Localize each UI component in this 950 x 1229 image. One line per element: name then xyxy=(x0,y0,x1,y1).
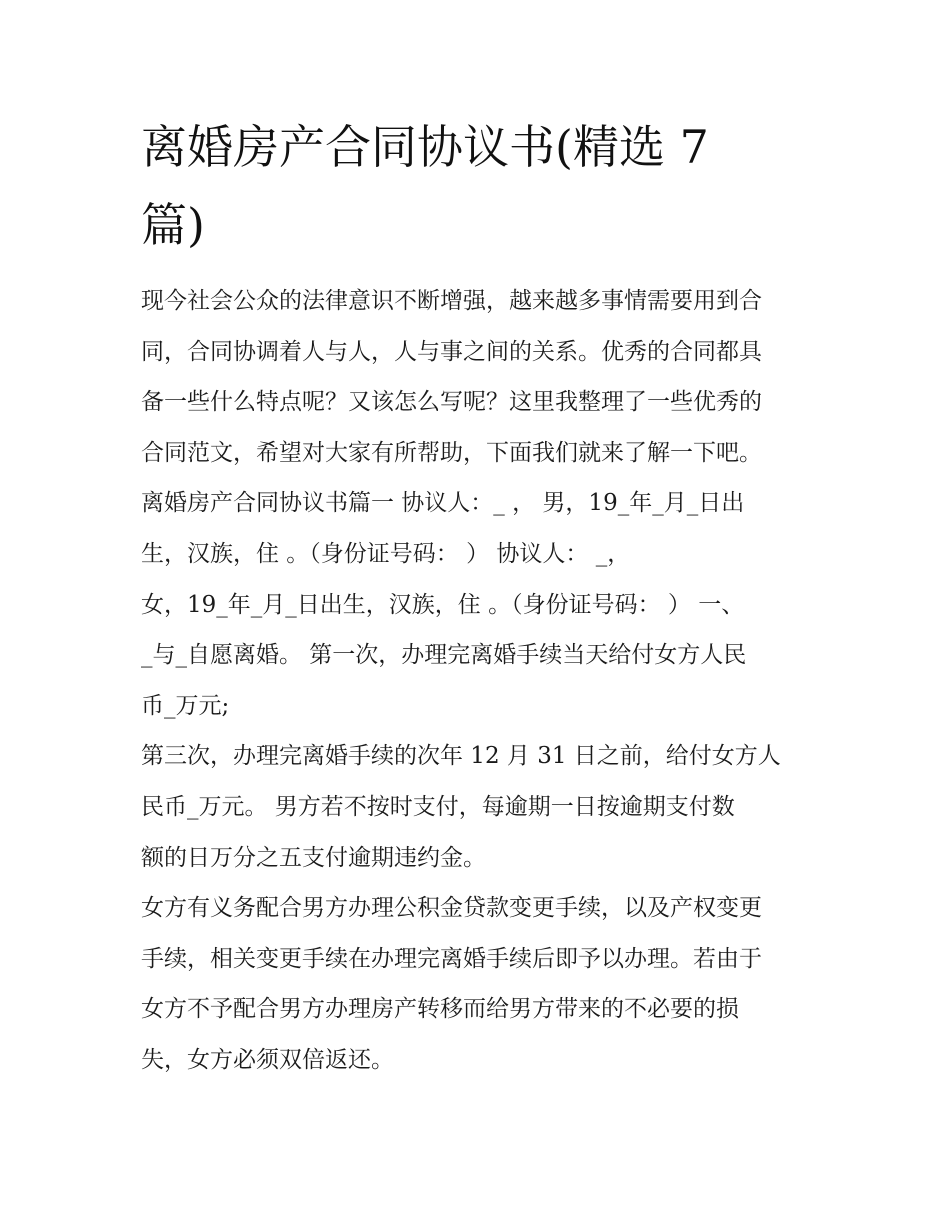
body-line: 女，19_年_月_日出生，汉族，住 。（身份证号码： ） 一、 xyxy=(141,591,745,618)
body-line: 女方不予配合男方办理房产转移而给男方带来的不必要的损 xyxy=(141,996,739,1023)
body-line: 离婚房产合同协议书篇一 协议人：_ ， 男，19_年_月_日出 xyxy=(141,490,745,517)
body-line: 同，合同协调着人与人，人与事之间的关系。优秀的合同都具 xyxy=(141,338,762,365)
body-line: _与_自愿离婚。 第一次，办理完离婚手续当天给付女方人民 xyxy=(141,642,747,669)
body-line: 现今社会公众的法律意识不断增强，越来越多事情需要用到合 xyxy=(141,288,762,314)
body-line: 备一些什么特点呢？又该怎么写呢？这里我整理了一些优秀的 xyxy=(141,389,762,416)
body-line: 合同范文，希望对大家有所帮助，下面我们就来了解一下吧。 xyxy=(141,439,762,466)
body-line: 币_万元; xyxy=(141,692,230,719)
title-line: 离婚房产合同协议书(精选 7 xyxy=(141,120,709,174)
body-line: 失，女方必须双倍返还。 xyxy=(141,1046,394,1073)
body-line: 生，汉族，住 。（身份证号码： ） 协议人： _， xyxy=(141,540,631,567)
title-line: 篇) xyxy=(141,198,205,252)
body-line: 额的日万分之五支付逾期违约金。 xyxy=(141,844,486,871)
body-line: 女方有义务配合男方办理公积金贷款变更手续，以及产权变更 xyxy=(141,895,762,922)
body-line: 民币_万元。 男方若不按时支付，每逾期一日按逾期支付数 xyxy=(141,793,735,820)
document-title xyxy=(141,108,781,264)
body-line: 第三次，办理完离婚手续的次年 12 月 31 日之前，给付女方人 xyxy=(141,743,781,770)
body-line: 手续，相关变更手续在办理完离婚手续后即予以办理。若由于 xyxy=(141,945,762,972)
document-body xyxy=(141,276,821,1086)
